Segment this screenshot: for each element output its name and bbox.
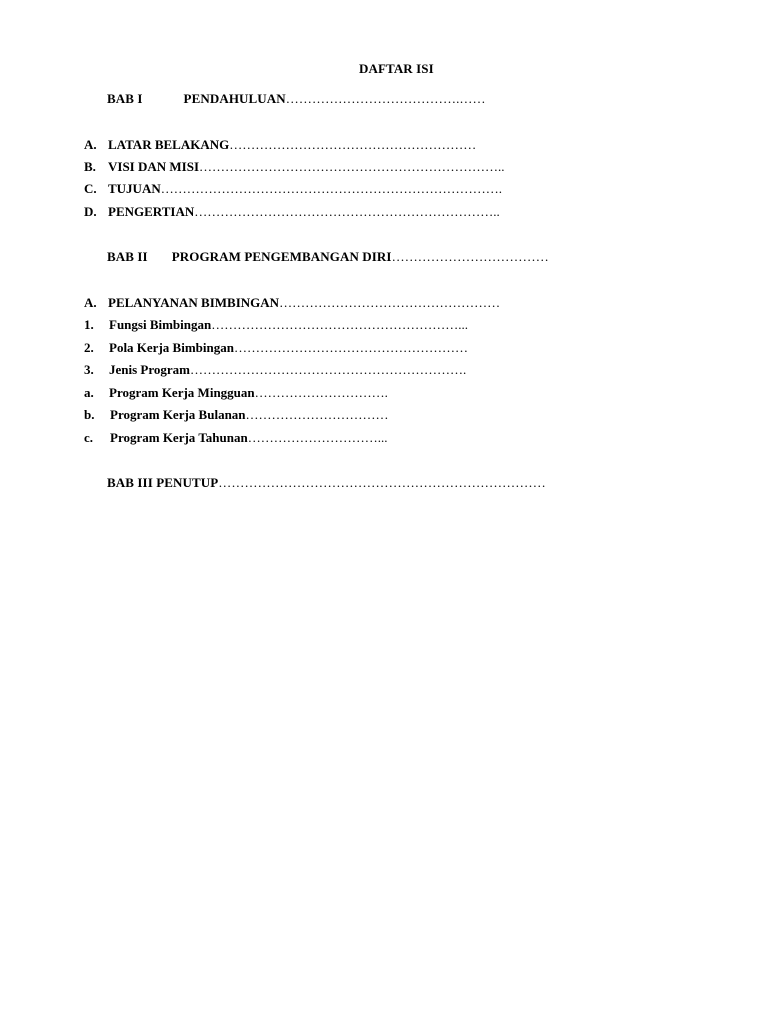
toc-entry-visi-dan-misi bbox=[108, 159, 505, 175]
bab-1-item-c-marker: C. bbox=[84, 181, 97, 196]
bab-3-heading bbox=[107, 475, 546, 491]
toc-entry-dots: …………………………………………………... bbox=[211, 317, 468, 332]
toc-entry-dots: ………………………………………………………. bbox=[190, 362, 467, 377]
toc-entry-label: Jenis Program bbox=[109, 362, 190, 377]
bab-2-item-a-sub-marker: a. bbox=[84, 385, 94, 400]
toc-entry-dots: …………………………………………… bbox=[279, 295, 501, 310]
toc-entry-latar-belakang bbox=[108, 137, 476, 153]
bab-2-heading bbox=[107, 249, 549, 265]
toc-entry-dots: …………………………... bbox=[247, 430, 388, 445]
toc-entry-label: PELANYANAN BIMBINGAN bbox=[108, 295, 280, 310]
toc-entry-program-kerja-tahunan bbox=[110, 430, 387, 446]
toc-entry-pola-kerja-bimbingan bbox=[109, 340, 468, 356]
bab-2-item-a-marker: A. bbox=[84, 295, 97, 310]
bab-1-title: PENDAHULUAN bbox=[183, 91, 286, 106]
bab-2-item-2-marker: 2. bbox=[84, 340, 94, 355]
toc-entry-fungsi-bimbingan bbox=[109, 317, 468, 333]
bab-1-item-d-marker: D. bbox=[84, 204, 97, 219]
toc-entry-label: Fungsi Bimbingan bbox=[109, 317, 212, 332]
toc-entry-dots: …………………………………………………………….. bbox=[199, 159, 505, 174]
toc-entry-label: LATAR BELAKANG bbox=[108, 137, 230, 152]
bab-3-label: BAB III PENUTUP bbox=[107, 475, 219, 490]
bab-1-dots: ………………………………….…… bbox=[285, 91, 486, 106]
toc-entry-label: Program Kerja Mingguan bbox=[109, 385, 255, 400]
toc-entry-program-kerja-mingguan bbox=[109, 385, 388, 401]
bab-1-heading bbox=[107, 91, 486, 107]
toc-entry-dots: ………………………………………………… bbox=[229, 137, 477, 152]
toc-entry-pengertian bbox=[108, 204, 500, 220]
toc-entry-dots: ……………………………………………… bbox=[233, 340, 468, 355]
toc-entry-label: PENGERTIAN bbox=[108, 204, 195, 219]
toc-entry-label: Pola Kerja Bimbingan bbox=[109, 340, 234, 355]
bab-1-item-b-marker: B. bbox=[84, 159, 96, 174]
toc-entry-label: Program Kerja Tahunan bbox=[110, 430, 248, 445]
bab-2-dots: ……………………………… bbox=[391, 249, 549, 264]
toc-entry-tujuan bbox=[108, 181, 502, 197]
bab-2-item-1-marker: 1. bbox=[84, 317, 94, 332]
bab-2-item-3-marker: 3. bbox=[84, 362, 94, 377]
toc-entry-dots: ……………………………………………………………………. bbox=[160, 181, 502, 196]
bab-3-dots: ………………………………………………………………… bbox=[218, 475, 546, 490]
bab-1-item-a-marker: A. bbox=[84, 137, 97, 152]
bab-1-label: BAB I bbox=[107, 91, 143, 106]
toc-entry-label: Program Kerja Bulanan bbox=[110, 407, 246, 422]
bab-2-item-c-sub-marker: c. bbox=[84, 430, 94, 445]
toc-entry-pelanyanan-bimbingan bbox=[108, 295, 500, 311]
toc-entry-label: TUJUAN bbox=[108, 181, 161, 196]
toc-entry-program-kerja-bulanan bbox=[110, 407, 389, 423]
toc-entry-dots: …………………………… bbox=[245, 407, 389, 422]
toc-entry-label: VISI DAN MISI bbox=[108, 159, 200, 174]
toc-title: DAFTAR ISI bbox=[359, 61, 434, 76]
toc-entry-dots: …………………………. bbox=[254, 385, 388, 400]
bab-2-title: PROGRAM PENGEMBANGAN DIRI bbox=[171, 249, 392, 264]
bab-2-label: BAB II bbox=[107, 249, 148, 264]
bab-2-item-b-sub-marker: b. bbox=[84, 407, 95, 422]
toc-entry-jenis-program bbox=[109, 362, 466, 378]
toc-entry-dots: …………………………………………………………….. bbox=[194, 204, 500, 219]
